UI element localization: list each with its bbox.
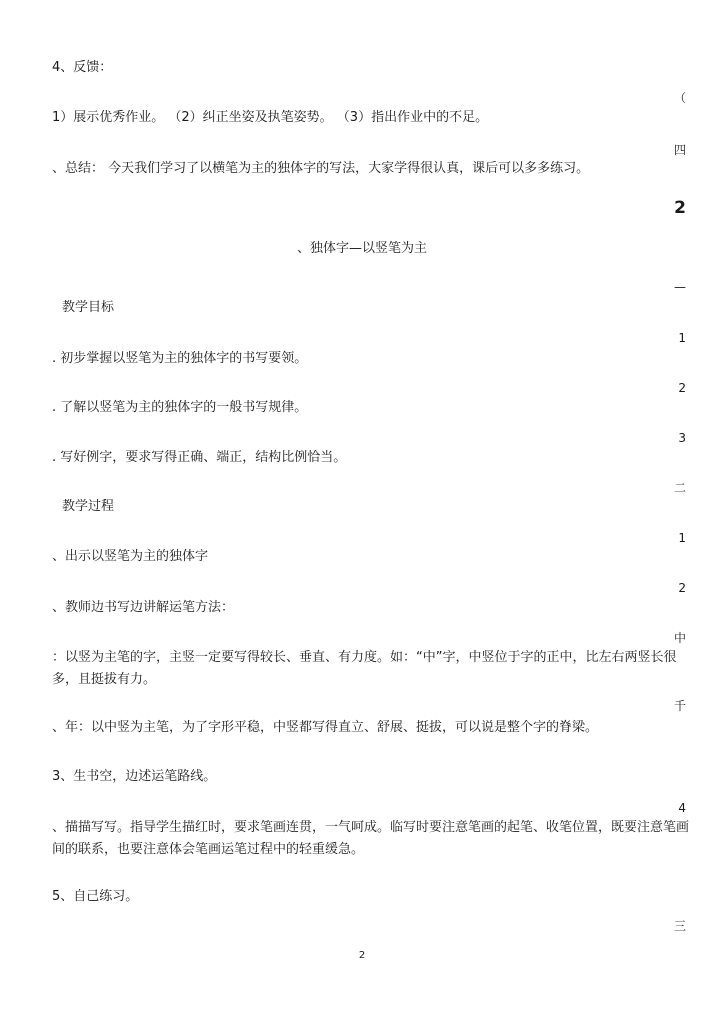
margin-si: 四 xyxy=(673,143,686,157)
process-paragraph-nian: 、年：以中竖为主笔，为了字形平稳，中竖都写得直立、舒展、挺拔，可以说是整个字的脊梁。 xyxy=(52,720,599,735)
process-step-air-writing: 3、生书空，边述运笔路线。 xyxy=(52,769,217,784)
margin-num-3: 3 xyxy=(678,431,686,445)
section-title: 、独体字—以竖笔为主 xyxy=(296,241,427,256)
margin-num-4: 4 xyxy=(678,801,686,815)
margin-er: 二 xyxy=(673,481,686,495)
margin-num-1a: 1 xyxy=(678,331,686,345)
feedback-items: 1）展示优秀作业。 （2）纠正坐姿及执笔姿势。 （3）指出作业中的不足。 xyxy=(52,110,489,125)
margin-dash: — xyxy=(674,280,686,294)
margin-paren: （ xyxy=(673,91,686,105)
margin-san: 三 xyxy=(673,919,686,933)
goal-item-2: . 了解以竖笔为主的独体字的一般书写规律。 xyxy=(52,400,308,415)
teaching-process-heading: 教学过程 xyxy=(62,499,115,514)
page-number: 2 xyxy=(358,950,366,961)
margin-qian: 千 xyxy=(673,699,686,713)
margin-two-bold: 2 xyxy=(674,198,686,218)
margin-num-1b: 1 xyxy=(678,531,686,545)
process-paragraph-zhong: ：以竖为主笔的字，主竖一定要写得较长、垂直、有力度。如：“中”字，中竖位于字的正中，比左右两竖长很多，且挺拔有力。 xyxy=(52,650,677,687)
goal-item-3: . 写好例字，要求写得正确、端正，结构比例恰当。 xyxy=(52,450,347,465)
margin-num-2b: 2 xyxy=(678,581,686,595)
summary-line: 、总结： 今天我们学习了以横笔为主的独体字的写法，大家学得很认真，课后可以多多练习。 xyxy=(52,161,590,176)
process-step-teacher: 、教师边书写边讲解运笔方法： xyxy=(52,600,235,615)
margin-num-2a: 2 xyxy=(678,381,686,395)
process-step-practice: 5、自己练习。 xyxy=(52,889,139,904)
teaching-goals-heading: 教学目标 xyxy=(62,300,115,315)
margin-zhong: 中 xyxy=(673,631,686,645)
process-paragraph-tracing: 、描描写写。指导学生描红时，要求笔画连贯，一气呵成。临写时要注意笔画的起笔、收笔位置，既要注意笔画间的联系，也要注意体会笔画运笔过程中的轻重缓急。 xyxy=(52,820,690,857)
feedback-heading: 4、反馈： xyxy=(52,60,113,75)
goal-item-1: . 初步掌握以竖笔为主的独体字的书写要领。 xyxy=(52,351,308,366)
process-step-show: 、出示以竖笔为主的独体字 xyxy=(52,549,209,564)
